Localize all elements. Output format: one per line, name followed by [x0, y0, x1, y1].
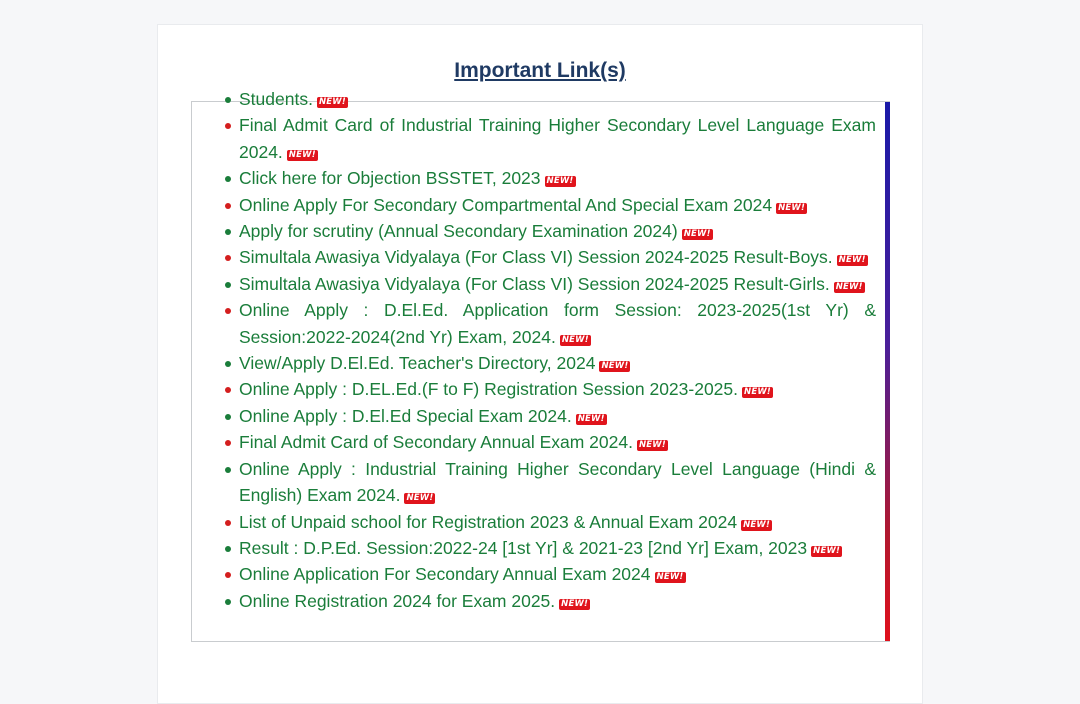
link-text[interactable]: Final Admit Card of Industrial Training Higher Secondary Level Language Exam 2024. — [239, 115, 876, 162]
link-text[interactable]: List of Unpaid school for Registration 2023 & Annual Exam 2024 — [239, 511, 738, 532]
new-badge-icon: NEW! — [835, 281, 863, 292]
link-text[interactable]: Click here for Objection BSSTET, 2023 — [239, 168, 541, 189]
link-text[interactable]: Online Apply : D.El.Ed Special Exam 2024. — [239, 405, 572, 426]
new-badge-icon: NEW! — [406, 493, 434, 504]
link-text[interactable]: Final Admit Card of Secondary Annual Exam 2024. — [239, 432, 633, 453]
links-list — [192, 86, 891, 614]
link-item[interactable] — [192, 218, 891, 244]
new-badge-icon: NEW! — [743, 519, 771, 530]
bullet-icon — [225, 282, 231, 288]
new-badge-icon: NEW! — [561, 598, 589, 609]
link-item[interactable] — [192, 429, 891, 455]
link-text[interactable]: Simultala Awasiya Vidyalaya (For Class VI) Session 2024-2025 Result-Girls. — [239, 273, 830, 294]
link-item[interactable] — [192, 403, 891, 429]
new-badge-icon: NEW! — [577, 413, 605, 424]
link-text[interactable]: Online Registration 2024 for Exam 2025. — [239, 590, 556, 611]
link-text[interactable]: Simultala Awasiya Vidyalaya (For Class VI) Session 2024-2025 Result-Boys. — [239, 247, 833, 268]
important-links-card — [157, 24, 923, 704]
link-item[interactable] — [192, 509, 891, 535]
new-badge-icon: NEW! — [546, 176, 574, 187]
new-badge-icon: NEW! — [601, 361, 629, 372]
bullet-icon — [225, 440, 231, 446]
link-text[interactable]: Students. — [239, 89, 313, 109]
link-item[interactable] — [192, 535, 891, 561]
important-links-title[interactable]: Important Link(s) — [454, 59, 626, 82]
link-text[interactable]: Apply for scrutiny (Annual Secondary Examination 2024) — [239, 221, 678, 242]
link-text[interactable]: Online Apply : D.EL.Ed.(F to F) Registration Session 2023-2025. — [239, 379, 739, 400]
link-text[interactable]: View/Apply D.El.Ed. Teacher's Directory, 2024 — [239, 353, 596, 374]
new-badge-icon: NEW! — [561, 334, 589, 345]
bullet-icon — [225, 123, 231, 129]
link-item[interactable] — [192, 112, 891, 165]
bullet-icon — [225, 572, 231, 578]
new-badge-icon: NEW! — [288, 149, 316, 160]
new-badge-icon: NEW! — [318, 97, 346, 107]
link-item[interactable] — [192, 165, 891, 191]
link-item[interactable] — [192, 456, 891, 509]
link-text[interactable]: Online Application For Secondary Annual Exam 2024 — [239, 564, 651, 585]
link-text[interactable]: Online Apply : Industrial Training Higher Secondary Level Language (Hindi & English) Exam 2024. — [239, 458, 876, 506]
bullet-icon — [225, 176, 231, 182]
link-item[interactable] — [192, 86, 891, 112]
link-text[interactable]: Result : D.P.Ed. Session:2022-24 [1st Yr] & 2021-23 [2nd Yr] Exam, 2023 — [239, 537, 808, 558]
bullet-icon — [225, 97, 231, 103]
link-text[interactable]: Online Apply For Secondary Compartmental And Special Exam 2024 — [239, 194, 773, 215]
link-item[interactable] — [192, 244, 891, 270]
link-item[interactable] — [192, 297, 891, 350]
bullet-icon — [225, 308, 231, 314]
link-text[interactable]: Online Apply : D.El.Ed. Application form Session: 2023-2025(1st Yr) & Session:2022-2024(2nd Yr) Exam, 2024. — [239, 300, 876, 347]
bullet-icon — [225, 203, 231, 209]
link-item[interactable] — [192, 376, 891, 402]
new-badge-icon: NEW! — [813, 545, 841, 556]
links-scroll-panel[interactable] — [191, 89, 890, 642]
new-badge-icon: NEW! — [778, 202, 806, 213]
bullet-icon — [225, 599, 231, 605]
link-item[interactable] — [192, 192, 891, 218]
new-badge-icon: NEW! — [838, 255, 866, 266]
panel-accent-bar — [885, 102, 890, 641]
new-badge-icon: NEW! — [656, 572, 684, 583]
new-badge-icon: NEW! — [683, 229, 711, 240]
link-item[interactable] — [192, 588, 891, 614]
new-badge-icon: NEW! — [744, 387, 771, 398]
bullet-icon — [225, 520, 231, 526]
bullet-icon — [225, 255, 231, 261]
bullet-icon — [225, 387, 231, 393]
link-item[interactable] — [192, 271, 891, 297]
bullet-icon — [225, 546, 231, 552]
link-item[interactable] — [192, 561, 891, 587]
bullet-icon — [225, 361, 231, 367]
bullet-icon — [225, 414, 231, 420]
bullet-icon — [225, 467, 231, 473]
bullet-icon — [225, 229, 231, 235]
link-item[interactable] — [192, 350, 891, 376]
new-badge-icon: NEW! — [638, 440, 666, 451]
